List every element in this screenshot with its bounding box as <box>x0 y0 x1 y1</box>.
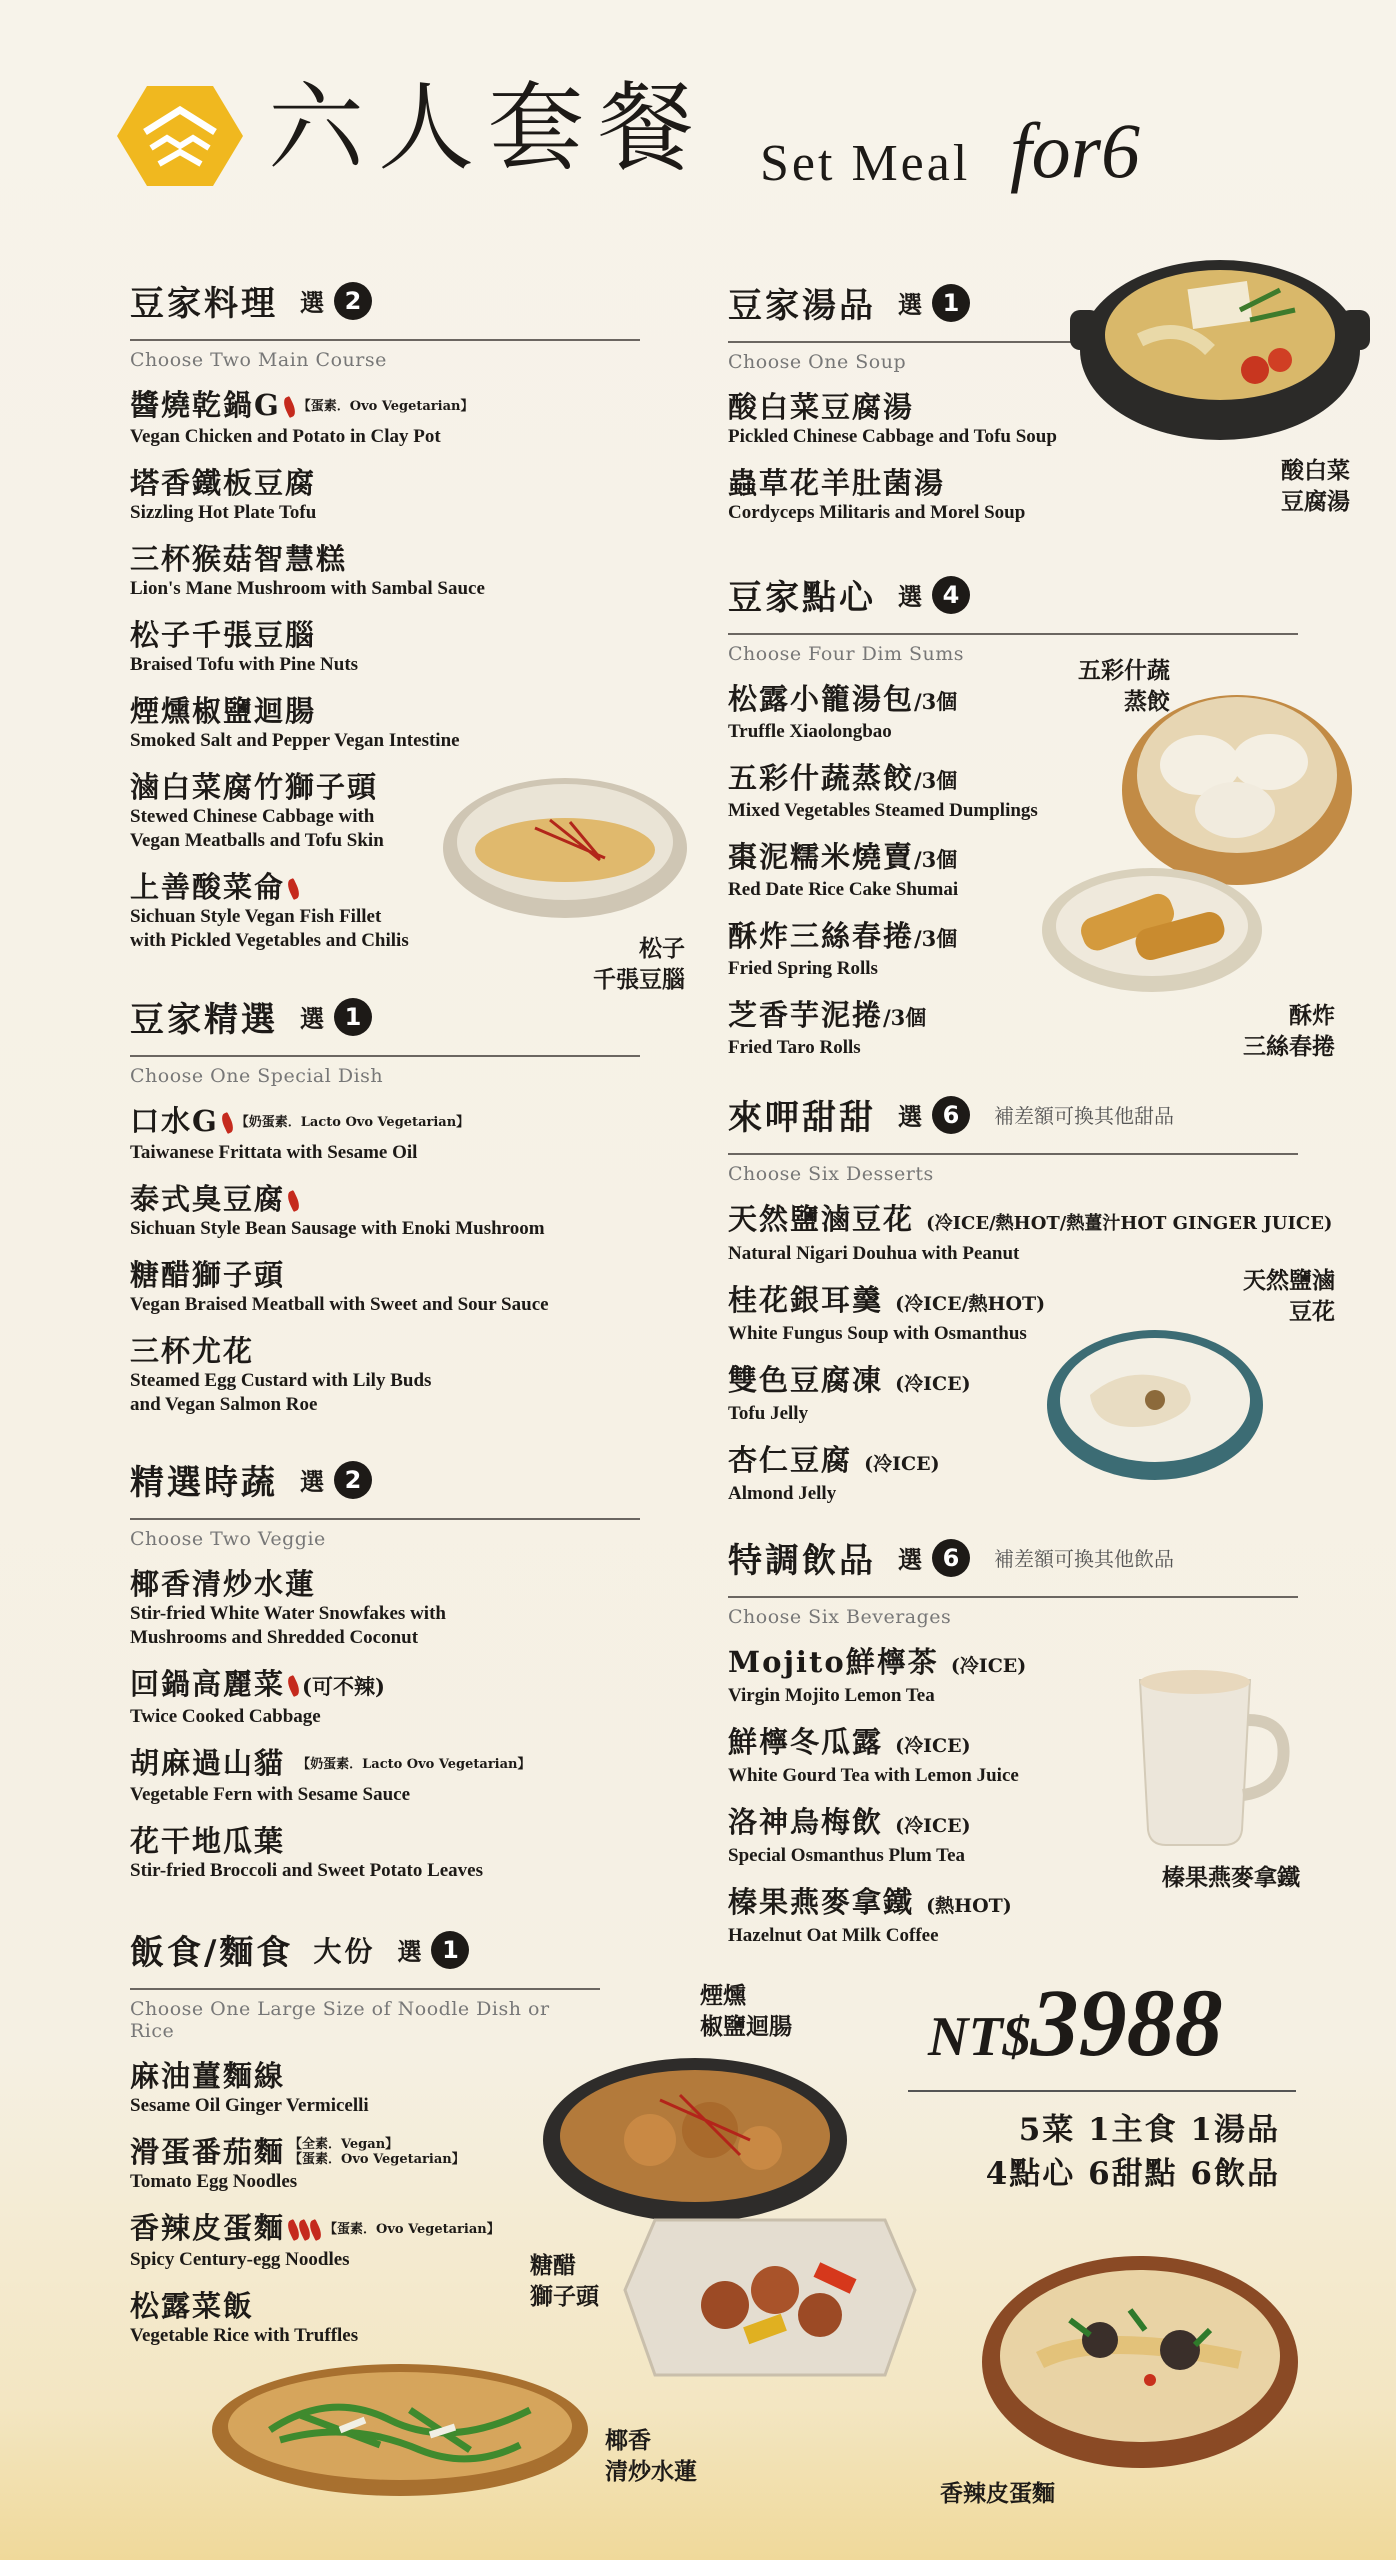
set-price <box>928 1969 1223 2076</box>
pick-count-badge: 6 <box>932 1539 970 1577</box>
item-name: 松子千張豆腦 <box>130 618 317 652</box>
diet-tag: 【蛋素．Ovo Vegetarian】 <box>297 399 474 414</box>
section-pick: 選 <box>300 1004 324 1033</box>
caption-noodle: 香辣皮蛋麵 <box>940 2480 1055 2507</box>
pick-count-badge: 1 <box>334 998 372 1036</box>
menu-item <box>130 2134 600 2194</box>
item-name: 棗泥糯米燒賣 <box>728 840 915 874</box>
item-name: 胡麻過山貓 <box>130 1746 286 1780</box>
pick-count-badge: 4 <box>932 576 970 614</box>
menu-item <box>130 1333 640 1417</box>
item-name: 天然鹽滷豆花 <box>728 1202 915 1236</box>
diet-tag: 【奶蛋素．Lacto Ovo Vegetarian】 <box>235 1115 470 1130</box>
item-qty: /3個 <box>914 689 958 714</box>
menu-item <box>728 1884 1298 1948</box>
item-temp: (冷ICE) <box>864 1453 940 1475</box>
item-name: 三杯尤花 <box>130 1334 255 1368</box>
section-pick: 選 <box>898 1102 922 1131</box>
item-name-en: Fried Taro Rolls <box>728 1037 861 1058</box>
item-name: 榛果燕麥拿鐵 <box>728 1885 915 1919</box>
item-name: 五彩什蔬蒸餃 <box>728 761 915 795</box>
item-temp: (熱HOT) <box>926 1895 1012 1917</box>
item-name: 酥炸三絲春捲 <box>728 919 915 953</box>
section-subtitle: Choose Six Beverages <box>728 1606 952 1628</box>
summary-line: 5菜 1主食 1湯品 <box>1018 2112 1280 2148</box>
section-title: 來呷甜甜 <box>728 1098 876 1138</box>
menu-item <box>130 693 640 753</box>
item-name: 三杯猴菇智慧糕 <box>130 542 348 576</box>
item-qty: /3個 <box>883 1005 927 1030</box>
item-name: 雙色豆腐凍 <box>728 1363 884 1397</box>
item-name-en: Tomato Egg Noodles <box>130 2171 298 2192</box>
menu-item <box>130 617 640 677</box>
section-subtitle: Choose One Soup <box>728 351 907 373</box>
caption-spring-roll: 酥炸 三絲春捲 <box>1243 1002 1335 1060</box>
menu-item <box>130 1666 640 1729</box>
item-name-en: Sichuan Style Vegan Fish Fillet <box>130 906 382 927</box>
soup-pot-image <box>1070 240 1370 450</box>
pick-count-badge: 1 <box>431 1931 469 1969</box>
item-name-en: Spicy Century-egg Noodles <box>130 2249 350 2270</box>
menu-item <box>728 997 1298 1060</box>
item-name-en-line2: and Vegan Salmon Roe <box>130 1394 318 1415</box>
item-note: (可不辣) <box>302 1674 385 1699</box>
section-subtitle: Choose Four Dim Sums <box>728 643 965 665</box>
price-amount: 3988 <box>1030 1969 1223 2076</box>
item-name: 杏仁豆腐 <box>728 1443 853 1477</box>
section-pick: 選 <box>898 290 922 319</box>
section-title: 豆家料理 <box>130 284 278 324</box>
item-name: 上善酸菜侖 <box>130 870 286 904</box>
section-subtitle: Choose Six Desserts <box>728 1163 934 1185</box>
menu-item <box>130 1566 640 1650</box>
diet-tag: 【奶蛋素．Lacto Ovo Vegetarian】 <box>297 1757 531 1772</box>
chili-icon <box>281 396 298 418</box>
item-name: 回鍋高麗菜 <box>130 1667 286 1701</box>
section-note: 補差額可換其他甜品 <box>994 1104 1174 1128</box>
section-veggie <box>130 1455 640 1883</box>
section-subtitle: Choose Two Main Course <box>130 349 387 371</box>
section-special-dish <box>130 992 640 1417</box>
item-name-en: Sizzling Hot Plate Tofu <box>130 502 317 523</box>
item-name-en: Tofu Jelly <box>728 1403 809 1424</box>
chili-icon <box>285 1675 302 1697</box>
caption-waterlily: 椰香 清炒水蓮 <box>605 2427 697 2485</box>
item-name-en: Fried Spring Rolls <box>728 958 878 979</box>
item-name-en: Mixed Vegetables Steamed Dumplings <box>728 800 1038 821</box>
caption-meatball: 糖醋 獅子頭 <box>530 2252 599 2310</box>
item-name-en-line2: Mushrooms and Shredded Coconut <box>130 1627 419 1648</box>
section-title: 特調飲品 <box>728 1541 876 1581</box>
section-pick: 選 <box>898 1545 922 1574</box>
item-name-en: White Fungus Soup with Osmanthus <box>728 1323 1027 1344</box>
section-divider <box>728 633 1298 635</box>
menu-item <box>130 1745 640 1807</box>
latte-cup-image <box>1120 1660 1290 1850</box>
item-name-en: Virgin Mojito Lemon Tea <box>728 1685 935 1706</box>
item-name-en: Hazelnut Oat Milk Coffee <box>728 1925 939 1946</box>
item-name-en: Cordyceps Militaris and Morel Soup <box>728 502 1026 523</box>
spring-roll-image <box>1040 860 1265 1000</box>
item-name: 滑蛋番茄麵 <box>130 2135 286 2169</box>
item-name: 鮮檸冬瓜露 <box>728 1725 884 1759</box>
menu-item <box>130 387 640 449</box>
item-name: 桂花銀耳羹 <box>728 1283 884 1317</box>
page-subtitle-script: for6 <box>1010 107 1141 194</box>
item-name: 麻油薑麵線 <box>130 2059 286 2093</box>
item-name-en: Taiwanese Frittata with Sesame Oil <box>130 1142 418 1163</box>
section-title: 精選時蔬 <box>130 1463 278 1503</box>
pick-count-badge: 6 <box>932 1096 970 1134</box>
section-note: 補差額可換其他飲品 <box>994 1547 1174 1571</box>
section-divider <box>130 1518 640 1520</box>
section-pick: 選 <box>300 1467 324 1496</box>
item-name-en: Lion's Mane Mushroom with Sambal Sauce <box>130 578 485 599</box>
section-pick: 選 <box>300 288 324 317</box>
intestine-plate-image <box>540 2050 850 2225</box>
item-name: Mojito鮮檸茶 <box>728 1645 939 1679</box>
item-name-en: Twice Cooked Cabbage <box>130 1706 321 1727</box>
item-name: 椰香清炒水蓮 <box>130 1567 317 1601</box>
section-pick: 選 <box>898 582 922 611</box>
item-name: 滷白菜腐竹獅子頭 <box>130 770 379 804</box>
section-subtitle: Choose Two Veggie <box>130 1528 326 1550</box>
pick-count-badge: 1 <box>932 284 970 322</box>
section-pick: 選 <box>397 1937 422 1966</box>
item-name-en: Sichuan Style Bean Sausage with Enoki Mushroom <box>130 1218 545 1239</box>
item-name-en: Pickled Chinese Cabbage and Tofu Soup <box>728 426 1057 447</box>
brand-logo <box>115 84 245 188</box>
section-divider <box>728 1153 1298 1155</box>
page-title: 六人套餐 <box>268 72 708 184</box>
section-title: 豆家精選 <box>130 1000 278 1040</box>
item-name: 花干地瓜葉 <box>130 1824 286 1858</box>
item-name: 芝香芋泥捲 <box>728 998 884 1032</box>
item-qty: /3個 <box>914 847 958 872</box>
item-name-en: Vegan Chicken and Potato in Clay Pot <box>130 426 441 447</box>
item-name-en: Stewed Chinese Cabbage with <box>130 806 375 827</box>
caption-tofu-pine: 松子 千張豆腦 <box>593 935 685 993</box>
summary-line: 4點心 6甜點 6飲品 <box>985 2156 1280 2192</box>
menu-item <box>130 465 640 525</box>
item-name-en-line2: with Pickled Vegetables and Chilis <box>130 930 409 951</box>
menu-item <box>130 1103 640 1165</box>
pick-count-badge: 2 <box>334 282 372 320</box>
item-name-en: Vegan Braised Meatball with Sweet and Sour Sauce <box>130 1294 549 1315</box>
menu-item <box>130 1257 640 1317</box>
menu-item <box>728 1201 1368 1266</box>
item-name-en: Special Osmanthus Plum Tea <box>728 1845 966 1866</box>
chili-icon <box>285 878 302 900</box>
menu-item <box>130 541 640 601</box>
item-name: 蟲草花羊肚菌湯 <box>728 466 946 500</box>
item-temp: (冷ICE) <box>950 1655 1027 1677</box>
set-summary <box>950 2108 1280 2196</box>
diet-tag: 【全素．Vegan】 <box>289 2137 399 2152</box>
item-name-en: Smoked Salt and Pepper Vegan Intestine <box>130 730 460 751</box>
pick-count-badge: 2 <box>334 1461 372 1499</box>
section-divider <box>728 341 1088 343</box>
section-divider <box>130 1055 640 1057</box>
waterlily-plate-image <box>210 2360 590 2500</box>
item-name: 香辣皮蛋麵 <box>130 2211 286 2245</box>
item-temp: (冷ICE) <box>895 1373 971 1395</box>
section-subtitle: Choose One Large Size of Noodle Dish or Rice <box>130 1998 550 2042</box>
item-temp: (冷ICE/熱HOT) <box>895 1293 1046 1315</box>
item-name-en: Almond Jelly <box>728 1483 837 1504</box>
item-name: 松露小籠湯包 <box>728 682 915 716</box>
diet-tag: 【蛋素．Ovo Vegetarian】 <box>324 2222 500 2237</box>
item-temp: (冷ICE) <box>895 1815 971 1837</box>
caption-latte: 榛果燕麥拿鐵 <box>1162 1864 1300 1891</box>
menu-item <box>728 465 1298 525</box>
douhua-bowl-image <box>1045 1320 1265 1485</box>
item-name-en: Steamed Egg Custard with Lily Buds <box>130 1370 432 1391</box>
item-name-en-line2: Vegan Meatballs and Tofu Skin <box>130 830 384 851</box>
section-subtitle: Choose One Special Dish <box>130 1065 384 1087</box>
item-name-en: Natural Nigari Douhua with Peanut <box>728 1243 1020 1264</box>
menu-item <box>130 2058 600 2118</box>
item-name: 松露菜飯 <box>130 2289 255 2323</box>
price-currency: NT$ <box>928 2006 1031 2068</box>
item-name-en: Vegetable Fern with Sesame Sauce <box>130 1784 411 1805</box>
item-name: 洛神烏梅飲 <box>728 1805 884 1839</box>
item-name: 泰式臭豆腐 <box>130 1182 286 1216</box>
item-name-en: Stir-fried White Water Snowfakes with <box>130 1603 446 1624</box>
item-temp: (冷ICE) <box>895 1735 971 1757</box>
caption-soup: 酸白菜 豆腐湯 <box>1281 457 1350 515</box>
chili-icon <box>285 1190 302 1212</box>
menu-item <box>130 1823 640 1883</box>
section-title: 飯食/麵食 <box>130 1933 294 1973</box>
item-name: 醬燒乾鍋G <box>130 388 281 422</box>
item-name-en: Truffle Xiaolongbao <box>728 721 892 742</box>
item-qty: /3個 <box>914 926 958 951</box>
item-qty: /3個 <box>914 768 958 793</box>
noodle-bowl-image <box>980 2250 1300 2475</box>
item-name: 口水G <box>130 1104 219 1138</box>
section-divider <box>728 1596 1298 1598</box>
section-title: 豆家點心 <box>728 578 876 618</box>
caption-douhua: 天然鹽滷 豆花 <box>1243 1267 1335 1325</box>
size-label: 大份 <box>313 1934 376 1968</box>
page-subtitle: Set Meal <box>760 135 971 192</box>
caption-dumpling: 五彩什蔬 蒸餃 <box>1078 657 1170 715</box>
item-name-en: Red Date Rice Cake Shumai <box>728 879 959 900</box>
meatball-plate-image <box>615 2210 925 2385</box>
chili-icon <box>219 1112 236 1134</box>
caption-intestine: 煙燻 椒鹽迴腸 <box>700 1982 792 2040</box>
item-name-en: Stir-fried Broccoli and Sweet Potato Leaves <box>130 1860 484 1881</box>
item-name-en: Braised Tofu with Pine Nuts <box>130 654 359 675</box>
item-name: 糖醋獅子頭 <box>130 1258 286 1292</box>
price-divider <box>908 2090 1296 2092</box>
section-divider <box>130 1988 600 1990</box>
item-name: 塔香鐵板豆腐 <box>130 466 317 500</box>
item-name: 酸白菜豆腐湯 <box>728 390 915 424</box>
item-name-en: White Gourd Tea with Lemon Juice <box>728 1765 1019 1786</box>
tofu-plate-image <box>440 770 690 920</box>
section-title: 豆家湯品 <box>728 286 876 326</box>
item-temp: (冷ICE/熱HOT/熱薑汁HOT GINGER JUICE) <box>926 1213 1333 1234</box>
diet-tag: 【蛋素．Ovo Vegetarian】 <box>289 2152 465 2167</box>
menu-item <box>130 1181 640 1241</box>
item-name: 煙燻椒鹽迴腸 <box>130 694 317 728</box>
item-name-en: Vegetable Rice with Truffles <box>130 2325 359 2346</box>
section-divider <box>130 339 640 341</box>
item-name-en: Sesame Oil Ginger Vermicelli <box>130 2095 369 2116</box>
